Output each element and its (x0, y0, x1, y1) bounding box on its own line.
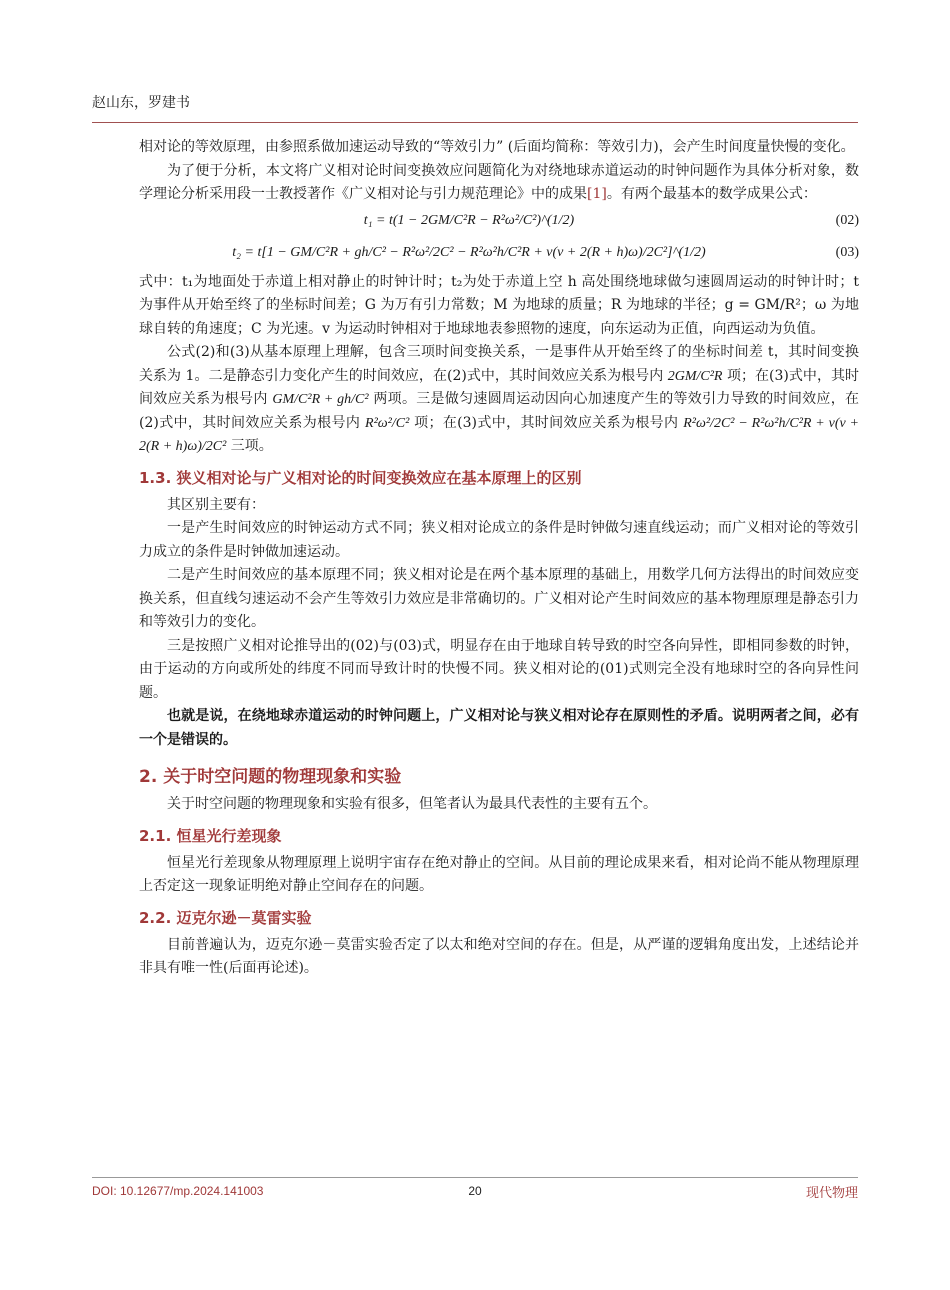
running-header-authors: 赵山东，罗建书 (92, 95, 190, 111)
inline-math: R²ω²/C² (365, 415, 410, 431)
inline-math: GM/C²R + gh/C² (272, 392, 369, 407)
page-number: 20 (468, 1184, 482, 1198)
equation-03-formula: t₂ = t[1 − GM/C²R + gh/C² − R²ω²/2C² − R²ω²h/C²R + v(v + 2(R + h)ω)/2C²]^(1/2) (232, 244, 706, 260)
paragraph-stellar-aberration: 恒星光行差现象从物理原理上说明宇宙存在绝对静止的空间。从目前的理论成果来看，相对论尚不能从物理原理上否定这一现象证明绝对静止空间存在的问题。 (139, 854, 859, 894)
header-divider (92, 122, 858, 123)
paragraph-text: 为了便于分析，本文将广义相对论时间变换效应问题简化为对绕地球赤道运动的时钟问题作为具体分析对象，数学理论分析采用段一士教授著作《广义相对论与引力规范理论》中的成果 (139, 162, 859, 202)
paragraph-text: 两项。三是做匀速圆周运动因向心加速度产生的等效引力导致的时间效应，在(2)式中，其时间效应关系为根号内 (139, 391, 860, 431)
paragraph-conclusion-bold: 也就是说，在绕地球赤道运动的时钟问题上，广义相对论与狭义相对论存在原则性的矛盾。说明两者之间，必有一个是错误的。 (139, 708, 859, 748)
paragraph-difference-three: 三是按照广义相对论推导出的(02)与(03)式，明显存在由于地球自转导致的时空各向异性，即相同参数的时钟，由于运动的方向或所处的纬度不同而导致计时的快慢不同。狭义相对论的(01)式则完全没有地球时空的各向异性问题。 (139, 637, 859, 701)
paragraph-text: 项；在(3)式中，其时间效应关系为根号内 (139, 367, 859, 407)
footer-divider (92, 1177, 858, 1178)
footer-journal-name: 现代物理 (805, 1186, 858, 1201)
equation-02-formula: t₁ = t(1 − 2GM/C²R − R²ω²/C²)^(1/2) (363, 212, 575, 228)
equation-02 (139, 207, 859, 239)
section-heading-2-2: 2.2. 迈克尔逊－莫雷实验 (139, 908, 312, 927)
inline-math: 2GM/C²R (667, 368, 723, 384)
equation-03-number: (03) (835, 244, 859, 260)
article-body (139, 136, 859, 981)
paragraph-text: 。有两个最基本的数学成果公式： (606, 186, 817, 202)
section-heading-2: 2. 关于时空问题的物理现象和实验 (139, 767, 402, 787)
paragraph-phenomena-intro: 关于时空问题的物理现象和实验有很多，但笔者认为最具代表性的主要有五个。 (167, 796, 657, 812)
paragraph-text: 公式(2)和(3)从基本原理上理解，包含三项时间变换关系，一是事件从开始至终了的坐标时间差 t，其时间变换关系为 1。二是静态引力变化产生的时间效应，在(2)式中，其时间效应关系为根号内 (139, 344, 859, 384)
citation-link[interactable]: [1] (587, 186, 607, 202)
section-heading-1-3: 1.3. 狭义相对论与广义相对论的时间变换效应在基本原理上的区别 (139, 468, 582, 487)
paragraph-equivalence-principle: 相对论的等效原理，由参照系做加速运动导致的“等效引力” (后面均简称：等效引力)，会产生时间度量快慢的变化。 (139, 139, 855, 155)
paragraph-text: 三项。 (226, 438, 273, 454)
paragraph-variable-definitions: 式中：t₁为地面处于赤道上相对静止的时钟计时；t₂为处于赤道上空 h 高处围绕地球做匀速圆周运动的时钟计时；t 为事件从开始至终了的坐标时间差；G 为万有引力常数；M 为地球的质量；R 为地球的半径；g = GM/R²；ω 为地球自转的角速度；C 为光速。v 为运动时钟相对于地球地表参照物的速度，向东运动为正值，向西运动为负值。 (139, 273, 859, 337)
paragraph-differences-intro: 其区别主要有： (167, 496, 265, 513)
section-heading-2-1: 2.1. 恒星光行差现象 (139, 826, 282, 845)
paragraph-michelson-morley: 目前普遍认为，迈克尔逊－莫雷实验否定了以太和绝对空间的存在。但是，从严谨的逻辑角度出发，上述结论并非具有唯一性(后面再论述)。 (139, 936, 859, 976)
paragraph-formula-interpretation (139, 341, 859, 459)
footer-doi-link[interactable]: DOI: 10.12677/mp.2024.141003 (92, 1184, 264, 1198)
paragraph-text: 项；在(3)式中，其时间效应关系为根号内 (409, 414, 684, 431)
equation-02-number: (02) (835, 212, 859, 228)
inline-math: R²ω²/2C² − R²ω²h/C²R + v(v + 2(R + h)ω)/2C² (139, 415, 860, 454)
paragraph-difference-two: 二是产生时间效应的基本原理不同；狭义相对论是在两个基本原理的基础上，用数学几何方法得出的时间效应变换关系，但直线匀速运动不会产生等效引力效应是非常确切的。广义相对论产生时间效应的基本物理原理是静态引力和等效引力的变化。 (139, 567, 859, 630)
paragraph-analysis-intro (139, 160, 859, 207)
paragraph-difference-one: 一是产生时间效应的时钟运动方式不同；狭义相对论成立的条件是时钟做匀速直线运动；而广义相对论的等效引力成立的条件是时钟做加速运动。 (139, 520, 859, 560)
equation-03 (139, 239, 859, 271)
